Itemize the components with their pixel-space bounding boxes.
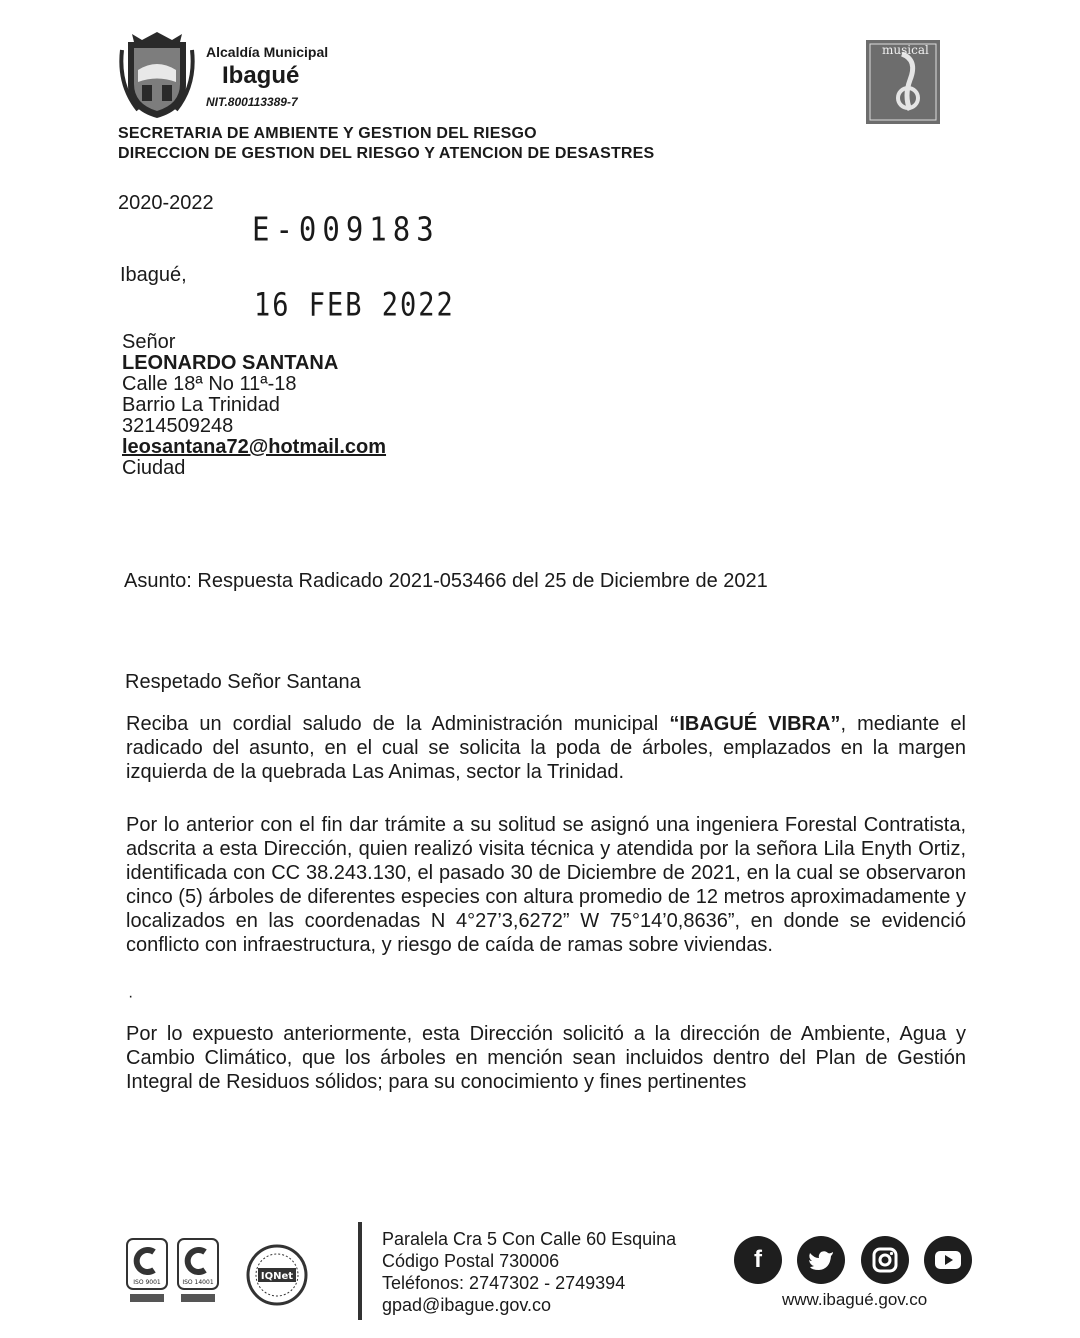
recipient-address: Calle 18ª No 11ª-18 [122,373,297,395]
instagram-icon[interactable] [861,1236,909,1284]
paragraph-1-start: Reciba un cordial saludo de la Administración municipal [126,713,670,735]
administration-period: 2020-2022 [118,192,214,214]
facebook-icon[interactable]: f [734,1236,782,1284]
department-header [118,124,654,164]
twitter-icon[interactable] [797,1236,845,1284]
iqnet-certification-icon [246,1244,308,1306]
ibague-musical-badge-logo [866,40,940,124]
city-date-line: Ibagué, [120,264,187,286]
department-line-1: SECRETARIA DE AMBIENTE Y GESTION DEL RIESGO [118,125,537,142]
stray-mark: · [128,988,134,1005]
letter-subject: Asunto: Respuesta Radicado 2021-053466 del 25 de Diciembre de 2021 [124,570,768,592]
recipient-neighborhood: Barrio La Trinidad [122,394,280,416]
paragraph-2: Por lo anterior con el fin dar trámite a su solitud se asignó una ingeniera Forestal Contratista, adscrita a esta Dirección, quien realizó visita técnica y atendida por la señora Lila Enyth Ortiz, identificada con CC 38.243.130, el pasado 30 de Diciembre de 2021, en la cual se observaron cinco (5) árboles de diferentes especies con altura promedio de 12 metros aproximadamente y localizados en las coordenadas N 4°27’3,6272” W 75°14’0,8636”, en donde se evidenció conflicto con infraestructura, y riesgo de caída de ramas sobre viviendas. [126,814,966,956]
recipient-email-link[interactable]: leosantana72@hotmail.com [122,436,387,458]
department-line-2: DIRECCION DE GESTION DEL RIESGO Y ATENCION DE DESASTRES [118,145,655,162]
cert2-label: ISO 14001 [182,1279,214,1286]
recipient-name: LEONARDO SANTANA [122,352,339,374]
letter-greeting: Respetado Señor Santana [125,671,361,693]
musical-badge-text: musical [882,43,929,57]
iso-9001-certification-icon [126,1238,168,1310]
recipient-block [122,332,386,479]
recipient-phone: 3214509248 [122,415,234,437]
paragraph-1 [126,712,966,784]
radicado-number-stamp: E-009183 [252,209,440,249]
footer-postal-code: Código Postal 730006 [382,1251,560,1271]
footer-divider [358,1222,362,1320]
cert1-label: ISO 9001 [133,1279,161,1286]
recipient-city: Ciudad [122,457,186,479]
footer-address: Paralela Cra 5 Con Calle 60 Esquina [382,1229,677,1249]
paragraph-3: Por lo expuesto anteriormente, esta Dirección solicitó a la dirección de Ambiente, Agua y Cambio Climático, que los árboles en mención sean incluidos dentro del Plan de Gestión Integral de Residuos sólidos; para su conocimiento y fines pertinentes [126,1023,966,1093]
entity-city: Ibagué [222,62,300,89]
footer-phones: Teléfonos: 2747302 - 2749394 [382,1273,626,1293]
entity-nit: NIT.800113389-7 [206,95,298,109]
footer-email[interactable]: gpad@ibague.gov.co [382,1295,552,1315]
footer-website-link[interactable]: www.ibagué.gov.co [782,1290,928,1309]
icnet-label: IQNet [260,1271,294,1282]
paragraph-1-end: , mediante el radicado del asunto, en el cual se solicita la poda de árboles, emplazados en la margen izquierda de la quebrada Las Animas, sector la Trinidad. [126,713,966,783]
campaign-name: “IBAGUÉ VIBRA” [669,713,841,735]
entity-name: Alcaldía Municipal [206,44,329,60]
youtube-icon[interactable] [924,1236,972,1284]
footer-contact [382,1228,676,1316]
iso-14001-certification-icon [177,1238,219,1310]
ibague-coat-of-arms-logo [118,30,196,120]
recipient-salutation: Señor [122,331,176,353]
date-stamp: 16 FEB 2022 [254,286,455,325]
